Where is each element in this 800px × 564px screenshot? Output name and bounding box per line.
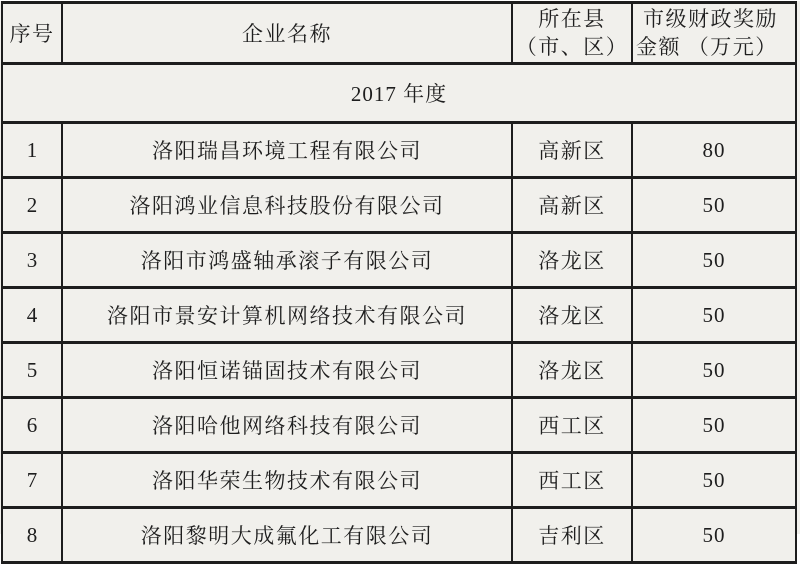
district-cell: 洛龙区 [512, 233, 632, 288]
district-cell: 吉利区 [512, 508, 632, 563]
serial-cell: 3 [2, 233, 62, 288]
company-cell: 洛阳市景安计算机网络技术有限公司 [62, 288, 512, 343]
table-row [2, 178, 796, 233]
header-serial: 序号 [2, 3, 62, 64]
amount-cell: 50 [632, 233, 796, 288]
company-cell: 洛阳华荣生物技术有限公司 [62, 453, 512, 508]
serial-cell: 1 [2, 123, 62, 178]
award-table [1, 1, 797, 564]
serial-cell: 4 [2, 288, 62, 343]
amount-cell: 50 [632, 398, 796, 453]
district-cell: 西工区 [512, 398, 632, 453]
header-company-name: 企业名称 [62, 3, 512, 64]
table-row [2, 343, 796, 398]
table-row [2, 233, 796, 288]
company-cell: 洛阳哈他网络科技有限公司 [62, 398, 512, 453]
amount-cell: 50 [632, 453, 796, 508]
amount-cell: 50 [632, 508, 796, 563]
header-award-amount-line2: 金额 （万元） [636, 35, 778, 59]
year-section-label: 2017 年度 [2, 64, 796, 123]
amount-cell: 80 [632, 123, 796, 178]
header-district-line1: 所在县 [538, 7, 606, 31]
district-cell: 西工区 [512, 453, 632, 508]
company-cell: 洛阳黎明大成氟化工有限公司 [62, 508, 512, 563]
serial-cell: 6 [2, 398, 62, 453]
amount-cell: 50 [632, 343, 796, 398]
district-cell: 洛龙区 [512, 343, 632, 398]
document-page [0, 1, 800, 548]
table-row [2, 288, 796, 343]
table-row [2, 508, 796, 563]
header-award-amount-line1: 市级财政奖励 [643, 7, 778, 31]
company-cell: 洛阳瑞昌环境工程有限公司 [62, 123, 512, 178]
amount-cell: 50 [632, 288, 796, 343]
table-row [2, 453, 796, 508]
district-cell: 高新区 [512, 178, 632, 233]
header-award-amount [632, 3, 796, 64]
table-row [2, 398, 796, 453]
year-section-row [2, 64, 796, 123]
district-cell: 高新区 [512, 123, 632, 178]
serial-cell: 2 [2, 178, 62, 233]
amount-cell: 50 [632, 178, 796, 233]
serial-cell: 7 [2, 453, 62, 508]
company-cell: 洛阳恒诺锚固技术有限公司 [62, 343, 512, 398]
serial-cell: 8 [2, 508, 62, 563]
header-district-line2: （市、区） [515, 35, 629, 59]
district-cell: 洛龙区 [512, 288, 632, 343]
company-cell: 洛阳市鸿盛轴承滚子有限公司 [62, 233, 512, 288]
serial-cell: 5 [2, 343, 62, 398]
table-header-row [2, 3, 796, 64]
table-row [2, 123, 796, 178]
header-district [512, 3, 632, 64]
company-cell: 洛阳鸿业信息科技股份有限公司 [62, 178, 512, 233]
